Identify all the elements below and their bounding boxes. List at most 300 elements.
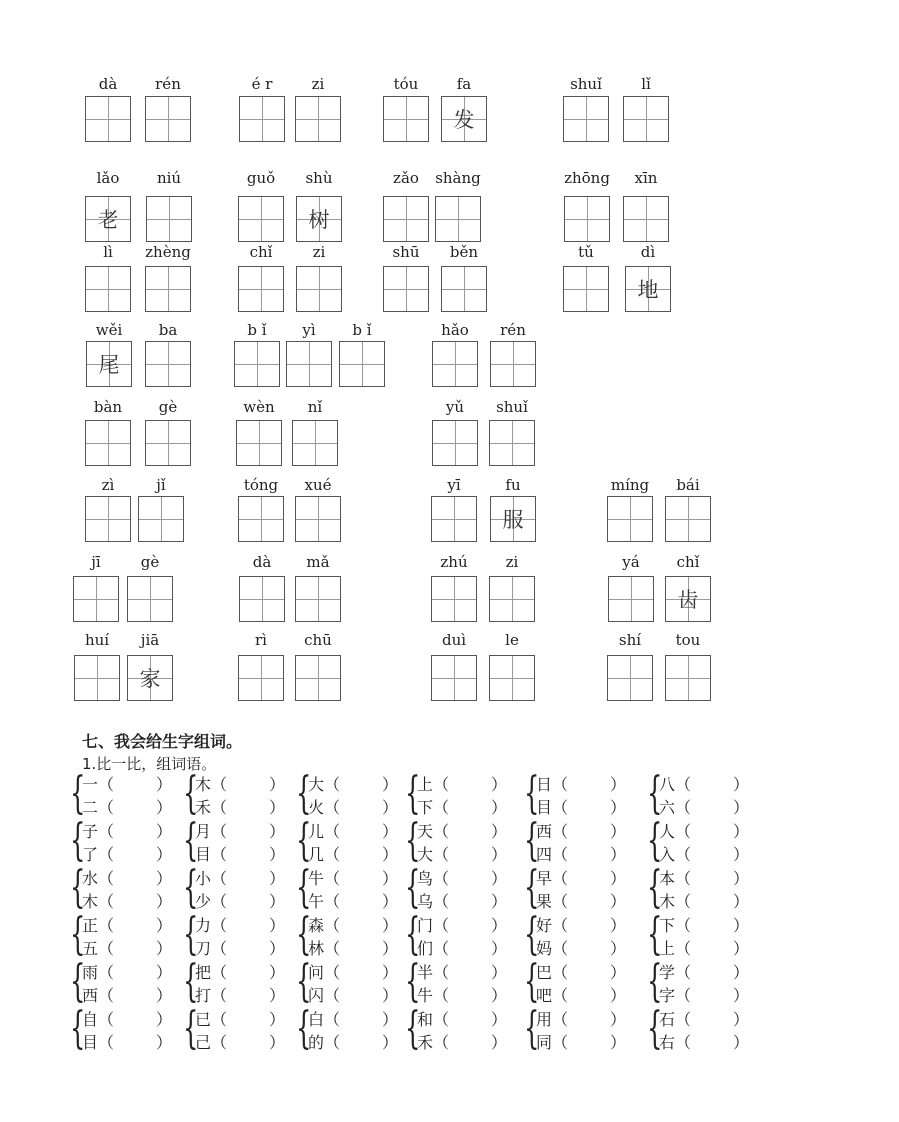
tianzige-writing-box[interactable] [295, 496, 341, 542]
given-character: 地 [637, 278, 659, 302]
answer-blank-close[interactable]: ） [610, 892, 627, 911]
given-character [609, 577, 653, 621]
answer-blank-close[interactable]: ） [610, 775, 627, 794]
answer-blank-close[interactable]: ） [382, 916, 399, 935]
pinyin-label: gè [140, 553, 160, 571]
tianzige-writing-box[interactable] [431, 576, 477, 622]
tianzige-writing-box[interactable] [339, 341, 385, 387]
compare-character: 入（ [659, 845, 692, 864]
compare-character: 人（ [659, 822, 692, 841]
pinyin-label: tǔ [578, 243, 594, 261]
compare-character: 半（ [417, 963, 450, 982]
pinyin-label: rì [255, 631, 267, 649]
given-character [146, 97, 190, 141]
compare-character: 林（ [308, 939, 341, 958]
answer-blank-close[interactable]: ） [610, 869, 627, 888]
compare-character: 四（ [536, 845, 569, 864]
tianzige-writing-box[interactable] [489, 420, 535, 466]
tianzige-writing-box[interactable] [239, 96, 285, 142]
answer-blank-close[interactable]: ） [382, 986, 399, 1005]
given-character [384, 197, 428, 241]
brace-symbol: { [405, 862, 421, 913]
compare-character: 目（ [536, 798, 569, 817]
tianzige-writing-box[interactable] [146, 196, 192, 242]
compare-character: 火（ [308, 798, 341, 817]
answer-blank-close[interactable]: ） [382, 1010, 399, 1029]
given-character [86, 97, 130, 141]
answer-blank-close[interactable]: ） [382, 963, 399, 982]
answer-blank-close[interactable]: ） [733, 798, 750, 817]
pinyin-label: jī [91, 553, 101, 571]
compare-character: 目（ [195, 845, 228, 864]
answer-blank-close[interactable]: ） [610, 822, 627, 841]
answer-blank-close[interactable]: ） [733, 1010, 750, 1029]
brace-symbol: { [296, 815, 312, 866]
pinyin-label: b ǐ [247, 321, 267, 339]
tianzige-writing-box[interactable] [295, 96, 341, 142]
answer-blank-close[interactable]: ） [156, 939, 173, 958]
given-character [490, 421, 534, 465]
given-character [293, 421, 337, 465]
answer-blank-close[interactable]: ） [382, 1033, 399, 1052]
answer-blank-close[interactable]: ） [491, 939, 508, 958]
pinyin-label: yǔ [445, 398, 465, 416]
pinyin-label: zhú [440, 553, 468, 571]
answer-blank-close[interactable]: ） [610, 916, 627, 935]
given-character [296, 656, 340, 700]
compare-character: 牛（ [308, 869, 341, 888]
brace-symbol: { [405, 909, 421, 960]
tianzige-writing-box[interactable] [625, 266, 671, 312]
answer-blank-close[interactable]: ） [269, 892, 286, 911]
answer-blank-close[interactable]: ） [491, 845, 508, 864]
pinyin-label: yá [622, 553, 640, 571]
answer-blank-close[interactable]: ） [610, 939, 627, 958]
answer-blank-close[interactable]: ） [156, 916, 173, 935]
tianzige-writing-box[interactable] [236, 420, 282, 466]
given-character [433, 342, 477, 386]
answer-blank-close[interactable]: ） [269, 916, 286, 935]
compare-character: 用（ [536, 1010, 569, 1029]
pinyin-label: shuǐ [570, 75, 602, 93]
given-character [237, 421, 281, 465]
brace-symbol: { [183, 909, 199, 960]
pinyin-label: běn [449, 243, 479, 261]
pinyin-label: chǐ [249, 243, 273, 261]
compare-character: 已（ [195, 1010, 228, 1029]
pinyin-label: shí [618, 631, 642, 649]
answer-blank-close[interactable]: ） [269, 963, 286, 982]
tianzige-writing-box[interactable] [665, 496, 711, 542]
answer-blank-close[interactable]: ） [491, 822, 508, 841]
given-character [432, 577, 476, 621]
tianzige-writing-box[interactable] [431, 655, 477, 701]
brace-symbol: { [647, 909, 663, 960]
answer-blank-close[interactable]: ） [156, 775, 173, 794]
tianzige-writing-box[interactable] [127, 576, 173, 622]
answer-blank-close[interactable]: ） [733, 869, 750, 888]
compare-character: 天（ [417, 822, 450, 841]
answer-blank-close[interactable]: ） [610, 986, 627, 1005]
compare-character: 禾（ [417, 1033, 450, 1052]
tianzige-writing-box[interactable] [138, 496, 184, 542]
pinyin-label: lǎo [96, 169, 120, 187]
answer-blank-close[interactable]: ） [269, 775, 286, 794]
given-character [340, 342, 384, 386]
answer-blank-close[interactable]: ） [382, 869, 399, 888]
brace-symbol: { [405, 956, 421, 1007]
pinyin-label: rén [155, 75, 181, 93]
compare-character: 吧（ [536, 986, 569, 1005]
pinyin-label: ba [158, 321, 178, 339]
tianzige-writing-box[interactable] [85, 420, 131, 466]
answer-blank-close[interactable]: ） [269, 939, 286, 958]
answer-blank-close[interactable]: ） [269, 798, 286, 817]
compare-character: 的（ [308, 1033, 341, 1052]
tianzige-writing-box[interactable] [432, 341, 478, 387]
answer-blank-close[interactable]: ） [733, 986, 750, 1005]
given-character [433, 421, 477, 465]
answer-blank-close[interactable]: ） [382, 822, 399, 841]
given-character [608, 497, 652, 541]
tianzige-writing-box[interactable] [86, 341, 132, 387]
tianzige-writing-box[interactable] [145, 266, 191, 312]
pinyin-label: dà [98, 75, 118, 93]
pinyin-label: lǐ [641, 75, 651, 93]
compare-character: 鸟（ [417, 869, 450, 888]
given-character [432, 497, 476, 541]
tianzige-writing-box[interactable] [238, 496, 284, 542]
compare-character: 五（ [82, 939, 115, 958]
brace-symbol: { [183, 815, 199, 866]
brace-symbol: { [524, 815, 540, 866]
compare-character: 牛（ [417, 986, 450, 1005]
answer-blank-close[interactable]: ） [382, 845, 399, 864]
compare-character: 巴（ [536, 963, 569, 982]
answer-blank-close[interactable]: ） [269, 986, 286, 1005]
answer-blank-close[interactable]: ） [269, 869, 286, 888]
given-character [490, 656, 534, 700]
given-character [432, 656, 476, 700]
given-character [146, 267, 190, 311]
pinyin-label: wèn [243, 398, 275, 416]
compare-character: 少（ [195, 892, 228, 911]
compare-character: 了（ [82, 845, 115, 864]
answer-blank-close[interactable]: ） [491, 963, 508, 982]
answer-blank-close[interactable]: ） [156, 1033, 173, 1052]
compare-character: 西（ [82, 986, 115, 1005]
brace-symbol: { [70, 1003, 86, 1054]
brace-symbol: { [70, 815, 86, 866]
pinyin-label: zi [311, 75, 325, 93]
given-character [287, 342, 331, 386]
pinyin-label: shù [305, 169, 333, 187]
tianzige-writing-box[interactable] [295, 655, 341, 701]
given-character [442, 267, 486, 311]
pinyin-label: b ǐ [352, 321, 372, 339]
tianzige-writing-box[interactable] [238, 655, 284, 701]
given-character [146, 421, 190, 465]
compare-character: 打（ [195, 986, 228, 1005]
pinyin-label: shuǐ [496, 398, 528, 416]
tianzige-writing-box[interactable] [623, 96, 669, 142]
exercise-subtitle: 1.比一比，组词语。 [82, 755, 217, 773]
tianzige-writing-box[interactable] [85, 196, 131, 242]
compare-character: 自（ [82, 1010, 115, 1029]
given-character [490, 577, 534, 621]
tianzige-writing-box[interactable] [234, 341, 280, 387]
tianzige-writing-box[interactable] [85, 496, 131, 542]
given-character [608, 656, 652, 700]
tianzige-writing-box[interactable] [383, 266, 429, 312]
tianzige-writing-box[interactable] [383, 196, 429, 242]
tianzige-writing-box[interactable] [145, 96, 191, 142]
answer-blank-close[interactable]: ） [733, 963, 750, 982]
answer-blank-close[interactable]: ） [269, 1010, 286, 1029]
pinyin-label: rén [500, 321, 526, 339]
tianzige-writing-box[interactable] [145, 420, 191, 466]
given-character [239, 197, 283, 241]
tianzige-writing-box[interactable] [665, 655, 711, 701]
answer-blank-close[interactable]: ） [382, 798, 399, 817]
brace-symbol: { [524, 909, 540, 960]
compare-character: 几（ [308, 845, 341, 864]
tianzige-writing-box[interactable] [490, 341, 536, 387]
pinyin-label: mǎ [306, 553, 330, 571]
pinyin-label: zhōng [564, 169, 610, 187]
given-character: 服 [502, 508, 524, 532]
tianzige-writing-box[interactable] [431, 496, 477, 542]
pinyin-label: jiā [140, 631, 160, 649]
answer-blank-close[interactable]: ） [156, 986, 173, 1005]
tianzige-writing-box[interactable] [145, 341, 191, 387]
given-character [624, 97, 668, 141]
compare-character: 西（ [536, 822, 569, 841]
tianzige-writing-box[interactable] [489, 655, 535, 701]
given-character: 尾 [98, 353, 120, 377]
given-character [146, 342, 190, 386]
given-character [240, 97, 284, 141]
given-character [86, 421, 130, 465]
brace-symbol: { [70, 909, 86, 960]
pinyin-label: shū [392, 243, 420, 261]
tianzige-writing-box[interactable] [239, 576, 285, 622]
answer-blank-close[interactable]: ） [491, 892, 508, 911]
answer-blank-close[interactable]: ） [156, 798, 173, 817]
brace-symbol: { [524, 862, 540, 913]
given-character [666, 497, 710, 541]
compare-character: 门（ [417, 916, 450, 935]
compare-character: 们（ [417, 939, 450, 958]
answer-blank-close[interactable]: ） [156, 845, 173, 864]
answer-blank-close[interactable]: ） [156, 963, 173, 982]
section-title: 七、我会给生字组词。 [82, 732, 243, 751]
answer-blank-close[interactable]: ） [733, 1033, 750, 1052]
pinyin-label: yì [302, 321, 316, 339]
compare-character: 上（ [417, 775, 450, 794]
tianzige-writing-box[interactable] [292, 420, 338, 466]
compare-character: 下（ [417, 798, 450, 817]
tianzige-writing-box[interactable] [441, 96, 487, 142]
brace-symbol: { [70, 956, 86, 1007]
tianzige-writing-box[interactable] [607, 655, 653, 701]
given-character [296, 577, 340, 621]
answer-blank-close[interactable]: ） [382, 892, 399, 911]
tianzige-writing-box[interactable] [607, 496, 653, 542]
pinyin-label: dà [252, 553, 272, 571]
answer-blank-close[interactable]: ） [156, 892, 173, 911]
brace-symbol: { [647, 862, 663, 913]
given-character [384, 97, 428, 141]
answer-blank-close[interactable]: ） [610, 798, 627, 817]
tianzige-writing-box[interactable] [435, 196, 481, 242]
brace-symbol: { [183, 862, 199, 913]
answer-blank-close[interactable]: ） [610, 1033, 627, 1052]
pinyin-label: nǐ [307, 398, 323, 416]
compare-character: 本（ [659, 869, 692, 888]
brace-symbol: { [183, 768, 199, 819]
answer-blank-close[interactable]: ） [491, 869, 508, 888]
compare-character: 好（ [536, 916, 569, 935]
compare-character: 早（ [536, 869, 569, 888]
pinyin-label: yī [447, 476, 461, 494]
tianzige-writing-box[interactable] [432, 420, 478, 466]
answer-blank-close[interactable]: ） [156, 822, 173, 841]
tianzige-writing-box[interactable] [85, 266, 131, 312]
pinyin-label: zhèng [145, 243, 191, 261]
answer-blank-close[interactable]: ） [610, 1010, 627, 1029]
tianzige-writing-box[interactable] [563, 96, 609, 142]
tianzige-writing-box[interactable] [489, 576, 535, 622]
pinyin-label: tóng [243, 476, 279, 494]
compare-character: 问（ [308, 963, 341, 982]
tianzige-writing-box[interactable] [563, 266, 609, 312]
tianzige-writing-box[interactable] [623, 196, 669, 242]
compare-character: 果（ [536, 892, 569, 911]
given-character [86, 267, 130, 311]
brace-symbol: { [647, 815, 663, 866]
answer-blank-close[interactable]: ） [610, 845, 627, 864]
answer-blank-close[interactable]: ） [382, 939, 399, 958]
pinyin-label: gè [158, 398, 178, 416]
given-character: 齿 [677, 588, 699, 612]
tianzige-writing-box[interactable] [296, 266, 342, 312]
answer-blank-close[interactable]: ） [156, 869, 173, 888]
tianzige-writing-box[interactable] [564, 196, 610, 242]
tianzige-writing-box[interactable] [73, 576, 119, 622]
brace-symbol: { [296, 768, 312, 819]
given-character [296, 497, 340, 541]
tianzige-writing-box[interactable] [383, 96, 429, 142]
given-character [239, 267, 283, 311]
given-character [564, 267, 608, 311]
answer-blank-close[interactable]: ） [491, 986, 508, 1005]
compare-character: 小（ [195, 869, 228, 888]
tianzige-writing-box[interactable] [490, 496, 536, 542]
tianzige-writing-box[interactable] [238, 266, 284, 312]
pinyin-label: wěi [95, 321, 123, 339]
answer-blank-close[interactable]: ） [491, 775, 508, 794]
given-character: 家 [139, 667, 161, 691]
compare-character: 下（ [659, 916, 692, 935]
brace-symbol: { [405, 768, 421, 819]
tianzige-writing-box[interactable] [295, 576, 341, 622]
answer-blank-close[interactable]: ） [269, 822, 286, 841]
given-character [239, 656, 283, 700]
compare-character: 同（ [536, 1033, 569, 1052]
compare-character: 己（ [195, 1033, 228, 1052]
brace-symbol: { [647, 768, 663, 819]
tianzige-writing-box[interactable] [665, 576, 711, 622]
brace-symbol: { [296, 956, 312, 1007]
answer-blank-close[interactable]: ） [733, 892, 750, 911]
given-character [86, 497, 130, 541]
answer-blank-close[interactable]: ） [491, 798, 508, 817]
given-character [75, 656, 119, 700]
compare-character: 六（ [659, 798, 692, 817]
pinyin-label: míng [610, 476, 650, 494]
pinyin-label: fa [456, 75, 472, 93]
answer-blank-close[interactable]: ） [156, 1010, 173, 1029]
pinyin-label: shàng [435, 169, 481, 187]
answer-blank-close[interactable]: ） [733, 775, 750, 794]
answer-blank-close[interactable]: ） [491, 916, 508, 935]
tianzige-writing-box[interactable] [74, 655, 120, 701]
answer-blank-close[interactable]: ） [610, 963, 627, 982]
brace-symbol: { [70, 862, 86, 913]
compare-character: 刀（ [195, 939, 228, 958]
given-character [128, 577, 172, 621]
tianzige-writing-box[interactable] [441, 266, 487, 312]
compare-character: 乌（ [417, 892, 450, 911]
pinyin-label: tóu [393, 75, 419, 93]
compare-character: 把（ [195, 963, 228, 982]
brace-symbol: { [183, 956, 199, 1007]
tianzige-writing-box[interactable] [296, 196, 342, 242]
tianzige-writing-box[interactable] [286, 341, 332, 387]
given-character [235, 342, 279, 386]
pinyin-label: fu [505, 476, 521, 494]
tianzige-writing-box[interactable] [608, 576, 654, 622]
pinyin-label: lì [103, 243, 113, 261]
answer-blank-close[interactable]: ） [491, 1010, 508, 1029]
answer-blank-close[interactable]: ） [382, 775, 399, 794]
brace-symbol: { [647, 956, 663, 1007]
answer-blank-close[interactable]: ） [733, 845, 750, 864]
answer-blank-close[interactable]: ） [491, 1033, 508, 1052]
given-character [565, 197, 609, 241]
pinyin-label: hǎo [441, 321, 469, 339]
compare-character: 一（ [82, 775, 115, 794]
given-character [624, 197, 668, 241]
answer-blank-close[interactable]: ） [269, 845, 286, 864]
tianzige-writing-box[interactable] [127, 655, 173, 701]
given-character [296, 97, 340, 141]
compare-character: 大（ [308, 775, 341, 794]
tianzige-writing-box[interactable] [85, 96, 131, 142]
answer-blank-close[interactable]: ） [733, 916, 750, 935]
compare-character: 学（ [659, 963, 692, 982]
answer-blank-close[interactable]: ） [269, 1033, 286, 1052]
brace-symbol: { [524, 768, 540, 819]
pinyin-label: le [505, 631, 519, 649]
compare-character: 森（ [308, 916, 341, 935]
pinyin-label: jǐ [156, 476, 166, 494]
answer-blank-close[interactable]: ） [733, 939, 750, 958]
tianzige-writing-box[interactable] [238, 196, 284, 242]
compare-character: 禾（ [195, 798, 228, 817]
answer-blank-close[interactable]: ） [733, 822, 750, 841]
